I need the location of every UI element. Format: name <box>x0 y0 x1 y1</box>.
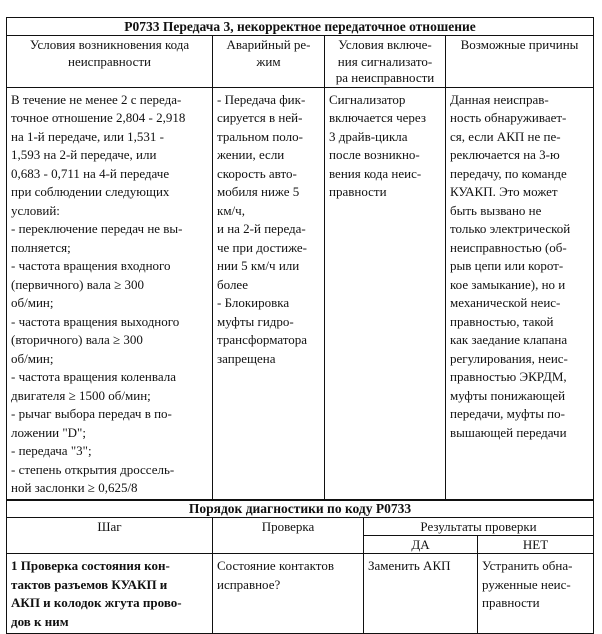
text-line: правности <box>482 595 540 610</box>
text-line: (первичного) вала ≥ 300 <box>11 276 144 292</box>
text-line: - переключение передач не вы- <box>11 221 183 236</box>
text-line: неисправностью (об- <box>450 239 567 255</box>
diagnostics-header-row-1 <box>7 518 594 536</box>
no-action-cell <box>478 554 594 634</box>
text-line: полняется; <box>11 239 71 255</box>
text-line: правностью, такой <box>450 313 554 329</box>
diagnostics-row <box>7 554 594 634</box>
text-line: - Передача фик- <box>217 91 306 107</box>
text-line: - частота вращения выходного <box>11 313 180 329</box>
fault-code-table <box>6 17 594 501</box>
text-line: Данная неисправ- <box>450 91 549 107</box>
header-line: неисправности <box>67 53 151 69</box>
header-line: Условия возникновения кода <box>29 37 190 52</box>
text-line: Заменить АКП <box>368 558 451 573</box>
text-line: механической неис- <box>450 295 561 310</box>
text-line: че при достиже- <box>217 239 307 255</box>
document-page <box>6 17 593 634</box>
text-line: Состояние контактов <box>217 558 334 573</box>
text-line: при соблюдении следующих <box>11 184 170 199</box>
fault-table-body-row <box>7 87 594 500</box>
text-line: - частота вращения коленвала <box>11 369 176 384</box>
text-line: Устранить обна- <box>482 558 573 573</box>
diagnostics-table <box>6 499 594 634</box>
text-line: В течение не менее 2 с переда- <box>11 91 182 107</box>
fault-table-header-row <box>7 36 594 88</box>
fault-table-title-row <box>7 18 594 36</box>
text-line: нии 5 км/ч или <box>217 258 300 273</box>
text-line: точное отношение 2,804 - 2,918 <box>11 110 186 125</box>
text-line: 1 Проверка состояния кон- <box>11 558 170 573</box>
text-line: об/мин; <box>11 350 54 366</box>
step-cell <box>7 554 213 634</box>
header-check: Проверка <box>213 518 364 554</box>
text-line: ность обнаруживает- <box>450 110 567 125</box>
text-line: правности <box>329 184 387 199</box>
diagnostics-title-row <box>7 500 594 518</box>
text-line: муфты гидро- <box>217 313 294 329</box>
text-line: скорость авто- <box>217 165 297 181</box>
text-line: тактов разъемов КУАКП и <box>11 576 168 592</box>
text-line: двигателя ≥ 1500 об/мин; <box>11 387 151 403</box>
header-line: Условия включе- <box>338 37 432 52</box>
text-line: включается через <box>329 110 426 125</box>
text-line: мобиля ниже 5 <box>217 184 300 199</box>
header-no: НЕТ <box>478 536 594 554</box>
text-line: АКП и колодок жгута прово- <box>11 595 182 610</box>
header-yes: ДА <box>364 536 478 554</box>
text-line: быть вызвано не <box>450 202 542 218</box>
header-line: Возможные причины <box>460 37 579 52</box>
text-line: 0,683 - 0,711 на 4-й передаче <box>11 165 170 181</box>
text-line: только электрической <box>450 221 571 236</box>
text-line: КУАКП. Это может <box>450 184 558 199</box>
text-line: регулирования, неис- <box>450 350 568 366</box>
text-line: исправное? <box>217 576 281 592</box>
diagnostics-title: Порядок диагностики по коду P0733 <box>7 500 594 518</box>
text-line: - передача "3"; <box>11 443 92 458</box>
header-step: Шаг <box>7 518 213 554</box>
text-line: дов к ним <box>11 613 69 629</box>
text-line: более <box>217 276 248 292</box>
text-line: передачу, по команде <box>450 165 567 181</box>
indicator-cell <box>325 87 446 500</box>
header-conditions <box>7 36 213 88</box>
header-emergency-mode <box>213 36 325 88</box>
header-results: Результаты проверки <box>364 518 594 536</box>
text-line: трансформатора <box>217 332 308 347</box>
text-line: сируется в ней- <box>217 110 303 125</box>
yes-action-cell <box>364 554 478 634</box>
text-line: ложении "D"; <box>11 424 86 440</box>
text-line: и на 2-й переда- <box>217 221 306 236</box>
emergency-mode-cell <box>213 87 325 500</box>
text-line: тральном поло- <box>217 128 303 144</box>
text-line: - частота вращения входного <box>11 258 171 273</box>
text-line: км/ч, <box>217 202 245 218</box>
text-line: ся, если АКП не пе- <box>450 128 561 144</box>
fault-table-title: P0733 Передача 3, некорректное передаточное отношение <box>7 18 594 36</box>
check-cell <box>213 554 364 634</box>
text-line: кое замыкание), но и <box>450 276 566 292</box>
header-line: жим <box>256 53 281 69</box>
text-line: правностью ЭКРДМ, <box>450 369 567 384</box>
text-line: рыв цепи или корот- <box>450 258 564 273</box>
text-line: - Блокировка <box>217 295 290 310</box>
text-line: - рычаг выбора передач в по- <box>11 406 172 421</box>
text-line: Сигнализатор <box>329 91 406 107</box>
header-causes <box>446 36 594 88</box>
text-line: жении, если <box>217 147 285 162</box>
text-line: вения кода неис- <box>329 165 422 181</box>
text-line: руженные неис- <box>482 576 571 592</box>
text-line: запрещена <box>217 350 276 366</box>
text-line: условий: <box>11 202 60 218</box>
text-line: ной заслонки ≥ 0,625/8 <box>11 480 138 495</box>
text-line: 1,593 на 2-й передаче, или <box>11 147 157 162</box>
text-line: вышающей передачи <box>450 424 567 440</box>
text-line: муфты понижающей <box>450 387 566 403</box>
conditions-cell <box>7 87 213 500</box>
text-line: (вторичного) вала ≥ 300 <box>11 332 143 347</box>
text-line: об/мин; <box>11 295 54 310</box>
header-indicator <box>325 36 446 88</box>
header-line: ния сигнализато- <box>337 53 433 69</box>
text-line: передачи, муфты по- <box>450 406 565 421</box>
text-line: как заедание клапана <box>450 332 568 347</box>
causes-cell <box>446 87 594 500</box>
header-line: ра неисправности <box>335 70 435 85</box>
text-line: 3 драйв-цикла <box>329 128 408 144</box>
header-line: Аварийный ре- <box>226 37 311 52</box>
text-line: - степень открытия дроссель- <box>11 461 175 477</box>
text-line: на 1-й передаче, или 1,531 - <box>11 128 164 144</box>
text-line: после возникно- <box>329 147 420 162</box>
text-line: реключается на 3-ю <box>450 147 560 162</box>
